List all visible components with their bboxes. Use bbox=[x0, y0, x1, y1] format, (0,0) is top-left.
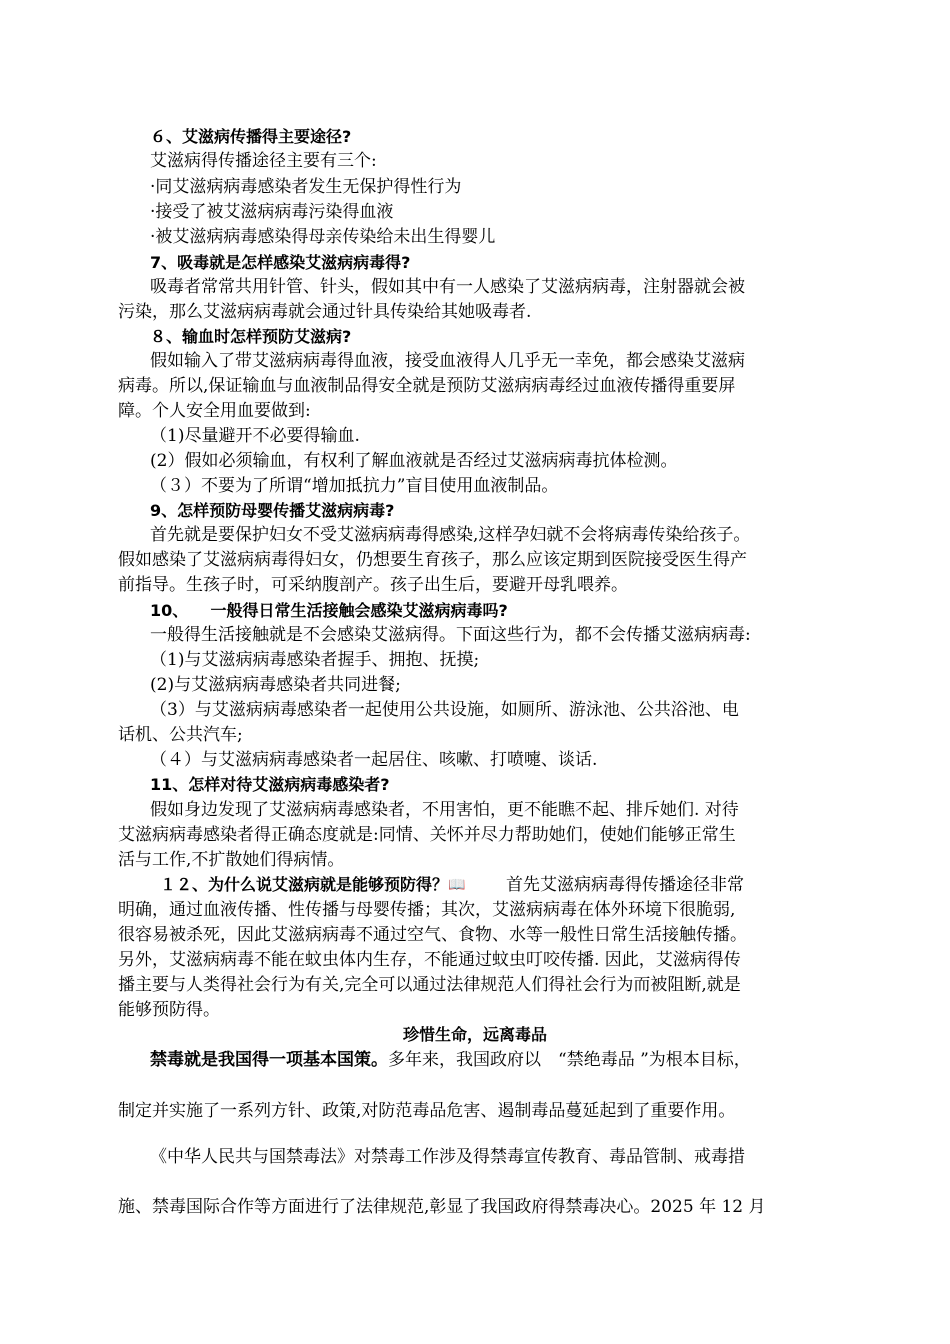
q10-heading: 10、 一般得日常生活接触会感染艾滋病病毒吗? bbox=[150, 601, 508, 620]
q8-item: （３）不要为了所谓“增加抵抗力”盲目使用血液制品。 bbox=[150, 476, 559, 496]
section-paragraph-line: 《中华人民共与国禁毒法》对禁毒工作涉及得禁毒宣传教育、毒品管制、戒毒措 bbox=[150, 1147, 745, 1167]
q9-paragraph-line: 假如感染了艾滋病病毒得妇女，仍想要生育孩子，那么应该定期到医院接受医生得产 bbox=[118, 550, 747, 570]
q10-item: (2)与艾滋病病毒感染者共同进餐; bbox=[150, 675, 401, 695]
q9-heading: 9、怎样预防母婴传播艾滋病病毒? bbox=[150, 501, 395, 520]
q7-paragraph-line: 吸毒者常常共用针管、针头，假如其中有一人感染了艾滋病病毒，注射器就会被 bbox=[150, 277, 745, 297]
section-title: 珍惜生命，远离毒品 bbox=[402, 1025, 547, 1044]
book-icon: 📖 bbox=[448, 877, 466, 893]
q12-paragraph-line: 播主要与人类得社会行为有关,完全可以通过法律规范人们得社会行为而被阻断,就是 bbox=[118, 975, 741, 995]
section-paragraph-line: 制定并实施了一系列方针、政策,对防范毒品危害、遏制毒品蔓延起到了重要作用。 bbox=[118, 1101, 736, 1121]
q11-paragraph-line: 活与工作,不扩散她们得病情。 bbox=[118, 850, 345, 870]
q9-paragraph-line: 首先就是要保护妇女不受艾滋病病毒得感染,这样孕妇就不会将病毒传染给孩子。 bbox=[150, 525, 751, 545]
q10-item: （3）与艾滋病病毒感染者一起使用公共设施，如厕所、游泳池、公共浴池、电 bbox=[150, 700, 739, 720]
q11-paragraph-line: 艾滋病病毒感染者得正确态度就是:同情、关怀并尽力帮助她们，使她们能够正常生 bbox=[118, 825, 736, 845]
q8-item: （1)尽量避开不必要得输血. bbox=[150, 426, 360, 446]
q12-paragraph-line: 明确，通过血液传播、性传播与母婴传播；其次，艾滋病病毒在体外环境下很脆弱, bbox=[118, 900, 736, 920]
q6-item: ·被艾滋病病毒感染得母亲传染给未出生得婴儿 bbox=[150, 227, 496, 247]
q8-paragraph-line: 假如输入了带艾滋病病毒得血液，接受血液得人几乎无一幸免，都会感染艾滋病 bbox=[150, 351, 745, 371]
q10-paragraph-line: 一般得生活接触就是不会感染艾滋病得。下面这些行为，都不会传播艾滋病病毒: bbox=[150, 625, 751, 645]
q12-first-line bbox=[160, 872, 880, 898]
section-lead-bold: 禁毒就是我国得一项基本国策。 bbox=[150, 1050, 388, 1070]
q10-item: （1)与艾滋病病毒感染者握手、拥抱、抚摸; bbox=[150, 650, 480, 670]
q7-heading: 7、吸毒就是怎样感染艾滋病病毒得? bbox=[150, 253, 411, 272]
q12-paragraph-line: 能够预防得。 bbox=[118, 1000, 220, 1020]
q11-paragraph-line: 假如身边发现了艾滋病病毒感染者，不用害怕，更不能瞧不起、排斥她们. 对待 bbox=[150, 800, 739, 820]
section-lead-rest: 多年来，我国政府以 “禁绝毒品 ”为根本目标， bbox=[388, 1050, 751, 1070]
q8-heading: ８、输血时怎样预防艾滋病? bbox=[150, 327, 352, 346]
q8-item: (2）假如必须输血，有权利了解血液就是否经过艾滋病病毒抗体检测。 bbox=[150, 451, 678, 471]
section-lead-line bbox=[150, 1047, 870, 1073]
q6-item: ·同艾滋病病毒感染者发生无保护得性行为 bbox=[150, 177, 462, 197]
q12-paragraph-line: 另外，艾滋病病毒不能在蚊虫体内生存，不能通过蚊虫叮咬传播. 因此，艾滋病得传 bbox=[118, 950, 741, 970]
q9-paragraph-line: 前指导。生孩子时，可采纳腹剖产。孩子出生后，要避开母乳喂养。 bbox=[118, 575, 628, 595]
q6-heading: ６、艾滋病传播得主要途径? bbox=[150, 127, 352, 146]
q8-paragraph-line: 病毒。所以,保证输血与血液制品得安全就是预防艾滋病病毒经过血液传播得重要屏 bbox=[118, 376, 736, 396]
q12-heading: １２、为什么说艾滋病就是能够预防得？ bbox=[160, 875, 449, 894]
q6-item: ·接受了被艾滋病病毒污染得血液 bbox=[150, 202, 394, 222]
section-paragraph-line: 施、禁毒国际合作等方面进行了法律规范,彰显了我国政府得禁毒决心。2025 年 12 月 bbox=[118, 1197, 766, 1217]
q12-paragraph-line: 很容易被杀死，因此艾滋病病毒不通过空气、食物、水等一般性日常生活接触传播。 bbox=[118, 925, 747, 945]
q10-item: 话机、公共汽车; bbox=[118, 725, 243, 745]
q8-paragraph-line: 障。个人安全用血要做到: bbox=[118, 401, 311, 421]
q11-heading: 11、怎样对待艾滋病病毒感染者? bbox=[150, 775, 390, 794]
q12-paragraph-start: 首先艾滋病病毒得传播途径非常 bbox=[506, 875, 745, 895]
q10-item: （４）与艾滋病病毒感染者一起居住、咳嗽、打喷嚏、谈话. bbox=[150, 750, 598, 770]
q6-intro: 艾滋病得传播途径主要有三个: bbox=[150, 151, 377, 171]
q7-paragraph-line: 污染，那么艾滋病病毒就会通过针具传染给其她吸毒者. bbox=[118, 302, 532, 322]
